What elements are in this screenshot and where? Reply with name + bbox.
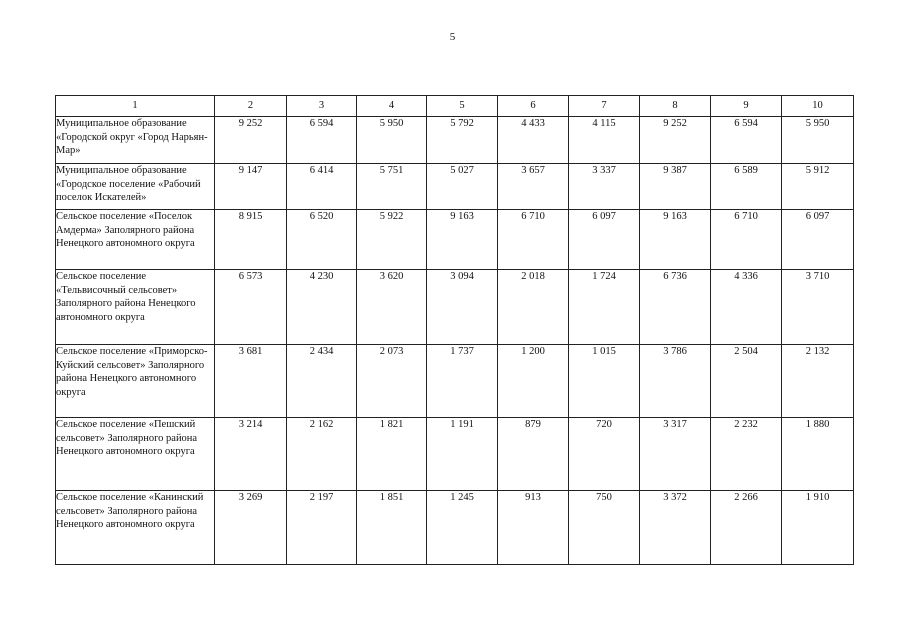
value-cell: 5 027 <box>427 164 498 210</box>
value-cell: 9 163 <box>640 210 711 270</box>
column-header: 10 <box>782 96 854 117</box>
value-cell: 4 336 <box>711 270 782 345</box>
value-cell: 3 372 <box>640 491 711 565</box>
data-table <box>55 95 854 565</box>
value-cell: 1 821 <box>357 418 427 491</box>
value-cell: 6 594 <box>711 117 782 164</box>
value-cell: 1 015 <box>569 345 640 418</box>
value-cell: 6 520 <box>287 210 357 270</box>
value-cell: 6 736 <box>640 270 711 345</box>
value-cell: 2 434 <box>287 345 357 418</box>
column-header: 8 <box>640 96 711 117</box>
value-cell: 9 387 <box>640 164 711 210</box>
table-row <box>56 491 854 565</box>
value-cell: 1 910 <box>782 491 854 565</box>
table-row <box>56 418 854 491</box>
value-cell: 4 230 <box>287 270 357 345</box>
value-cell: 4 433 <box>498 117 569 164</box>
municipality-name: Сельское поселение «Канинский сельсовет» Заполярного района Ненецкого автономного округа <box>56 491 215 565</box>
value-cell: 879 <box>498 418 569 491</box>
value-cell: 4 115 <box>569 117 640 164</box>
value-cell: 5 912 <box>782 164 854 210</box>
value-cell: 6 097 <box>569 210 640 270</box>
value-cell: 5 792 <box>427 117 498 164</box>
value-cell: 2 266 <box>711 491 782 565</box>
value-cell: 3 094 <box>427 270 498 345</box>
table-row <box>56 164 854 210</box>
municipality-name: Сельское поселение «Поселок Амдерма» Заполярного района Ненецкого автономного округа <box>56 210 215 270</box>
table-row <box>56 117 854 164</box>
value-cell: 9 252 <box>215 117 287 164</box>
value-cell: 6 097 <box>782 210 854 270</box>
header-row <box>56 96 854 117</box>
value-cell: 2 197 <box>287 491 357 565</box>
value-cell: 6 710 <box>711 210 782 270</box>
value-cell: 2 232 <box>711 418 782 491</box>
municipality-name: Сельское поселение «Приморско-Куйский сельсовет» Заполярного района Ненецкого автономного округа <box>56 345 215 418</box>
value-cell: 9 252 <box>640 117 711 164</box>
value-cell: 5 922 <box>357 210 427 270</box>
value-cell: 3 337 <box>569 164 640 210</box>
value-cell: 1 245 <box>427 491 498 565</box>
column-header: 7 <box>569 96 640 117</box>
column-header: 4 <box>357 96 427 117</box>
value-cell: 6 594 <box>287 117 357 164</box>
value-cell: 9 147 <box>215 164 287 210</box>
value-cell: 3 710 <box>782 270 854 345</box>
value-cell: 5 751 <box>357 164 427 210</box>
municipality-name: Сельское поселение «Тельвисочный сельсовет» Заполярного района Ненецкого автономного округа <box>56 270 215 345</box>
column-header: 2 <box>215 96 287 117</box>
value-cell: 720 <box>569 418 640 491</box>
municipality-name: Сельское поселение «Пешский сельсовет» Заполярного района Ненецкого автономного округа <box>56 418 215 491</box>
value-cell: 1 851 <box>357 491 427 565</box>
column-header: 9 <box>711 96 782 117</box>
value-cell: 1 191 <box>427 418 498 491</box>
value-cell: 3 620 <box>357 270 427 345</box>
value-cell: 3 214 <box>215 418 287 491</box>
table-row <box>56 210 854 270</box>
page-number: 5 <box>449 31 456 43</box>
value-cell: 6 710 <box>498 210 569 270</box>
value-cell: 8 915 <box>215 210 287 270</box>
value-cell: 6 589 <box>711 164 782 210</box>
column-header: 6 <box>498 96 569 117</box>
value-cell: 3 269 <box>215 491 287 565</box>
value-cell: 1 200 <box>498 345 569 418</box>
municipality-name: Муниципальное образование «Городской округ «Город Нарьян-Мар» <box>56 117 215 164</box>
value-cell: 913 <box>498 491 569 565</box>
value-cell: 6 573 <box>215 270 287 345</box>
table-row <box>56 270 854 345</box>
table-row <box>56 345 854 418</box>
value-cell: 1 724 <box>569 270 640 345</box>
value-cell: 1 880 <box>782 418 854 491</box>
column-header: 5 <box>427 96 498 117</box>
column-header: 3 <box>287 96 357 117</box>
value-cell: 5 950 <box>782 117 854 164</box>
municipality-name: Муниципальное образование «Городское поселение «Рабочий поселок Искателей» <box>56 164 215 210</box>
value-cell: 750 <box>569 491 640 565</box>
value-cell: 2 018 <box>498 270 569 345</box>
value-cell: 3 317 <box>640 418 711 491</box>
value-cell: 2 162 <box>287 418 357 491</box>
value-cell: 9 163 <box>427 210 498 270</box>
value-cell: 2 073 <box>357 345 427 418</box>
value-cell: 3 657 <box>498 164 569 210</box>
value-cell: 1 737 <box>427 345 498 418</box>
value-cell: 5 950 <box>357 117 427 164</box>
value-cell: 6 414 <box>287 164 357 210</box>
value-cell: 3 786 <box>640 345 711 418</box>
value-cell: 2 132 <box>782 345 854 418</box>
column-header: 1 <box>56 96 215 117</box>
value-cell: 2 504 <box>711 345 782 418</box>
value-cell: 3 681 <box>215 345 287 418</box>
